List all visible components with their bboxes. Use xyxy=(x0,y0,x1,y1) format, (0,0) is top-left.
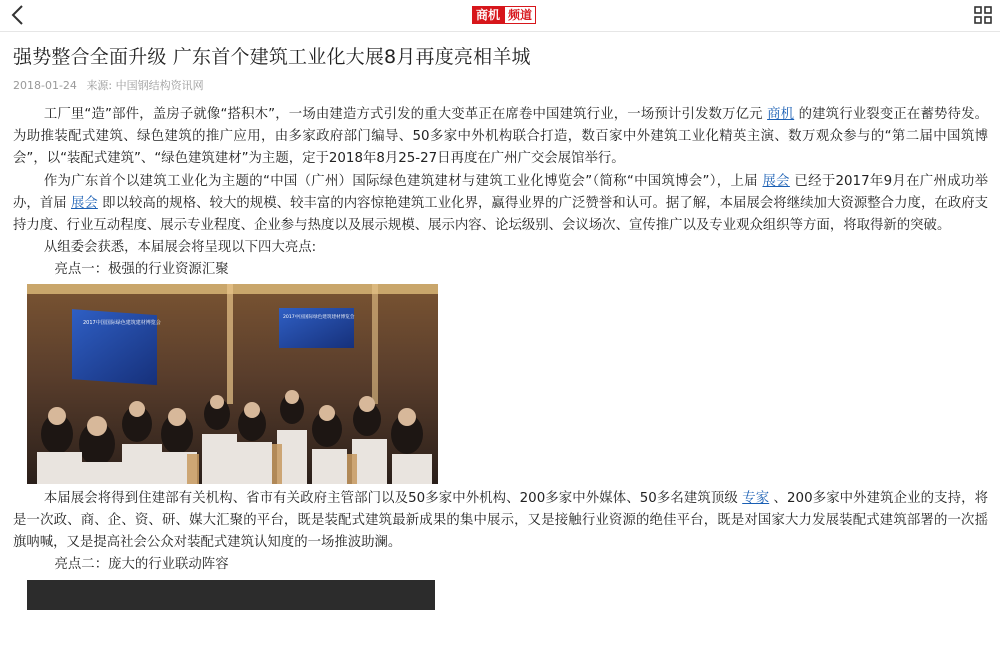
highlight-2-heading: 亮点二：庞大的行业联动阵容 xyxy=(54,557,229,573)
article xyxy=(0,42,1000,610)
chevron-left-icon xyxy=(6,3,32,27)
keyword-link-zhanhui-2[interactable]: 展会 xyxy=(71,195,98,211)
logo-part1: 商机 xyxy=(472,6,504,24)
paragraph-1 xyxy=(13,104,988,171)
grid-icon xyxy=(974,6,992,24)
p4-text-a: 本届展会将得到住建部有关机构、省市有关政府主管部门以及50多家中外机构、200多家中外媒体、50多名建筑顶级 xyxy=(43,490,738,506)
paragraph-4 xyxy=(13,488,988,555)
logo-part2: 频道 xyxy=(504,6,536,24)
keyword-link-shangji[interactable]: 商机 xyxy=(767,107,795,122)
channel-logo[interactable] xyxy=(472,6,536,24)
screen-left-text: 2017中国国际绿色建筑建材博览会 xyxy=(83,319,161,326)
conference-photo-drawing xyxy=(27,284,438,484)
paragraph-2 xyxy=(13,171,988,238)
p2-text-c: 即以较高的规格、较大的规模、较丰富的内容惊艳建筑工业化界，赢得业界的广泛赞誉和认可。据了解，本届展会将继续加大资源整合力度，在政府支持力度、行业互动程度、展示专业程度、企业参与热度以及展示规模、展示内容、论坛级别、会议场次、宣传推广以及专业观众组织等方面，将取得新的突破。 xyxy=(13,195,989,234)
p1-text-b: 的建筑行业裂变正在蓄势待发。为助推装配式建筑、绿色建筑的推广应用，由多家政府部门编导、50多家中外机构联合打造，数百家中外建筑工业化精英主演、数万观众参与的“第二届中国筑博会”，以“装配式建筑”、“绿色建筑建材”为主题，定于2018年8月25-27日再度在广州广交会展馆举行。 xyxy=(13,107,989,167)
conference-photo xyxy=(27,284,438,484)
top-bar xyxy=(0,0,1000,32)
article-meta xyxy=(13,77,988,93)
highlight-1-heading: 亮点一：极强的行业资源汇聚 xyxy=(54,262,229,278)
back-button[interactable] xyxy=(6,3,32,27)
screen-right-text: 2017中国国际绿色建筑建材博览会 xyxy=(283,314,355,320)
article-source: 来源: 中国钢结构资讯网 xyxy=(86,79,204,92)
p4-text-b: 、200多家中外建筑企业的支持，将是一次政、商、企、资、研、媒大汇聚的平台，既是装配式建筑最新成果的集中展示，又是接触行业资源的绝佳平台，既是对国家大力发展装配式建筑部署的一次摇旗呐喊，又是提高社会公众对装配式建筑认知度的一场推波助澜。 xyxy=(13,490,988,551)
p2-text-b: 已经于2017年9月在广州成功举办，首届 xyxy=(13,173,988,211)
conference-photo-2 xyxy=(27,580,435,610)
paragraph-3: 从组委会获悉，本届展会将呈现以下四大亮点: xyxy=(43,240,317,256)
keyword-link-zhuanjia[interactable]: 专家 xyxy=(742,490,770,506)
keyword-link-zhanhui-1[interactable]: 展会 xyxy=(762,173,790,189)
article-date: 2018-01-24 xyxy=(13,79,77,92)
p1-text-a: 工厂里“造”部件，盖房子就像“搭积木”，一场由建造方式引发的重大变革正在席卷中国建筑行业，一场预计引发数万亿元 xyxy=(43,107,763,122)
p2-text-a: 作为广东首个以建筑工业化为主题的“中国（广州）国际绿色建筑建材与建筑工业化博览会”（简称“中国筑博会”），上届 xyxy=(43,173,758,189)
menu-grid-button[interactable] xyxy=(974,6,992,24)
article-title: 强势整合全面升级 广东首个建筑工业化大展8月再度亮相羊城 xyxy=(13,46,531,68)
